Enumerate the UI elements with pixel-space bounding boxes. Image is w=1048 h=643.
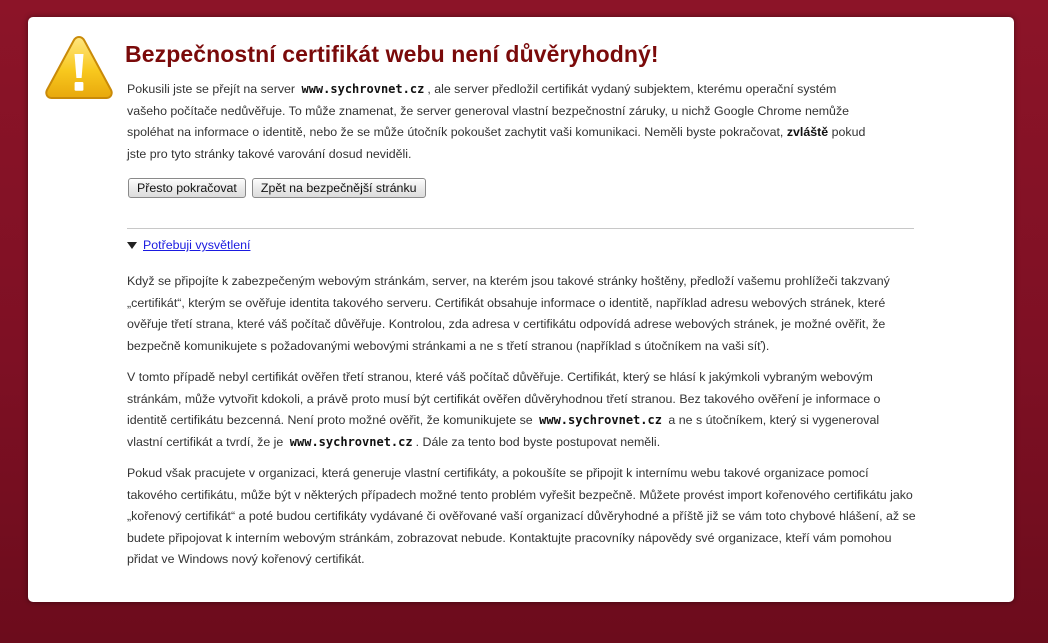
details-text-part: V tomto případě nebyl certifikát ověřen třetí stranou, které váš počítač důvěřuje. Certifikát, který se hlásí k jakýmkoli vybraným webovým stránkám, může vytvořit kdokoli, a právě proto musí být certifikát ověřen důvěryhodnou třetí stranou. Bez takového ověření je informace o identitě certifikátu bezcenná. Není proto možné ověřit, že komunikujete se [127,370,881,427]
details-text-part: . Dále za tento bod byste postupovat neměli. [415,434,661,449]
interstitial-box [28,17,1014,602]
details-toggle[interactable] [127,238,250,252]
details-section [127,271,917,581]
server-host: www.sychrovnet.cz [289,434,413,449]
page-title: Bezpečnostní certifikát webu není důvěryhodný! [125,41,659,67]
main-text-part: Pokusili jste se přejít na server [127,82,296,96]
main-explanation [127,79,867,165]
main-text-part: pokud jste pro tyto stránky takové varování dosud neviděli. [127,125,866,161]
server-host: www.sychrovnet.cz [539,413,662,427]
action-buttons [128,178,426,198]
server-host: www.sychrovnet.cz [301,82,425,96]
help-link[interactable]: Potřebuji vysvětlení [143,238,251,252]
warning-triangle-icon [44,34,114,102]
triangle-down-icon [127,242,137,249]
details-paragraph-1: Když se připojíte k zabezpečeným webovým stránkám, server, na kterém jsou takové stránky hoštěny, předloží vašemu prohlížeči takzvaný „certifikát“, kterým se ověřuje identita takového serveru. Certifikát obsahuje informace o identitě, například adresu webových stránek, které ověřuje třetí strana, které váš počítač důvěřuje. Kontrolou, zda adresa v certifikátu odpovídá adrese webových stránek, je možné ověřit, že bezpečně komunikujete s požadovanými webovými stránkami a ne s třetí stranou (například s útočníkem na vaši síť). [127,274,890,353]
emphasis-text: zvláště [786,125,829,139]
main-text-part: , ale server předložil certifikát vydaný subjektem, kterému operační systém vašeho počítače nedůvěřuje. To může znamenat, že server generoval vlastní bezpečnostní záruky, u nichž Google Chrome nemůže spoléhat na informace o identitě, nebo že se může útočník pokoušet zachytit vaši komunikaci. Neměli byste pokračovat, [127,82,850,139]
divider [127,228,914,229]
details-paragraph-2 [127,367,917,453]
details-paragraph-3: Pokud však pracujete v organizaci, která generuje vlastní certifikáty, a pokoušíte se připojit k internímu webu takové organizace pomocí takového certifikátu, může být v některých případech možné tento problém vyřešit bezpečně. Můžete provést import kořenového certifikátu jako „kořenový certifikát“ a poté budou certifikáty vydávané či ověřované vaší organizací důvěryhodné a příště již se vám toto chybové hlášení, až se budete připojovat k interním webovým stránkám, zobrazovat nebude. Kontaktujte pracovníky nápovědy své organizace, kteří vám pomohou přidat ve Windows nový kořenový certifikát. [127,466,916,566]
proceed-anyway-button[interactable]: Přesto pokračovat [128,178,246,198]
back-to-safety-button[interactable]: Zpět na bezpečnější stránku [252,178,426,198]
details-text-part: a ne s útočníkem, který si vygeneroval vlastní certifikát a tvrdí, že je [127,413,880,449]
